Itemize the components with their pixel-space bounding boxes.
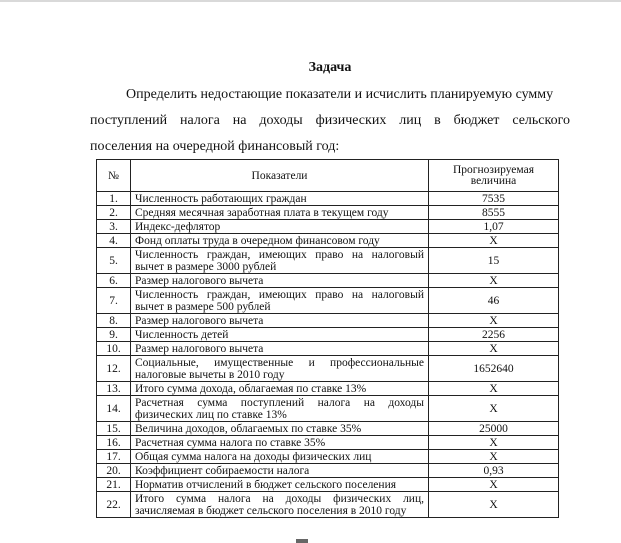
row-value: Х [429, 478, 559, 492]
header-number: № [97, 160, 131, 192]
row-indicator: Величина доходов, облагаемых по ставке 35% [131, 422, 429, 436]
task-line-2: поступлений налога на доходы физических лиц в бюджет сельского [90, 113, 570, 128]
row-indicator: Численность работающих граждан [131, 192, 429, 206]
row-indicator: Итого сумма дохода, облагаемая по ставке 13% [131, 382, 429, 396]
row-number: 10. [97, 342, 131, 356]
row-indicator: Численность детей [131, 328, 429, 342]
row-value: 7535 [429, 192, 559, 206]
row-number: 7. [97, 288, 131, 314]
row-value: Х [429, 396, 559, 422]
row-indicator: Фонд оплаты труда в очередном финансовом году [131, 234, 429, 248]
table-row [97, 478, 559, 492]
table-row [97, 220, 559, 234]
page-overflow-text-fragment [296, 539, 308, 543]
row-value: 15 [429, 248, 559, 274]
row-value: Х [429, 234, 559, 248]
row-value: 46 [429, 288, 559, 314]
table-row [97, 464, 559, 478]
row-indicator: Численность граждан, имеющих право на налоговый вычет в размере 3000 рублей [131, 248, 429, 274]
row-number: 17. [97, 450, 131, 464]
row-value: Х [429, 492, 559, 518]
row-value: 2256 [429, 328, 559, 342]
row-number: 15. [97, 422, 131, 436]
row-value: 1652640 [429, 356, 559, 382]
row-number: 16. [97, 436, 131, 450]
row-number: 9. [97, 328, 131, 342]
top-border [0, 0, 621, 2]
table-row [97, 288, 559, 314]
row-indicator: Размер налогового вычета [131, 274, 429, 288]
task-line-1: Определить недостающие показатели и исчислить планируемую сумму [126, 87, 554, 102]
row-indicator: Социальные, имущественные и профессиональные налоговые вычеты в 2010 году [131, 356, 429, 382]
row-number: 13. [97, 382, 131, 396]
row-indicator: Расчетная сумма поступлений налога на доходы физических лиц по ставке 13% [131, 396, 429, 422]
row-number: 20. [97, 464, 131, 478]
row-number: 3. [97, 220, 131, 234]
row-value: Х [429, 382, 559, 396]
row-number: 5. [97, 248, 131, 274]
row-number: 6. [97, 274, 131, 288]
row-value: Х [429, 436, 559, 450]
row-number: 22. [97, 492, 131, 518]
document-title: Задача [308, 60, 352, 75]
document-page [90, 58, 570, 160]
table-row [97, 450, 559, 464]
row-indicator: Размер налогового вычета [131, 342, 429, 356]
row-indicator: Норматив отчислений в бюджет сельского поселения [131, 478, 429, 492]
indicators-table [96, 159, 559, 518]
row-indicator: Индекс-дефлятор [131, 220, 429, 234]
row-number: 8. [97, 314, 131, 328]
row-number: 1. [97, 192, 131, 206]
table-row [97, 382, 559, 396]
table-row [97, 356, 559, 382]
task-line-3: поселения на очередной финансовый год: [90, 139, 340, 154]
row-value: 0,93 [429, 464, 559, 478]
table-row [97, 248, 559, 274]
table-row [97, 396, 559, 422]
header-forecast: Прогнозируемая величина [429, 160, 559, 192]
row-indicator: Коэффициент собираемости налога [131, 464, 429, 478]
row-value: Х [429, 274, 559, 288]
table-row [97, 192, 559, 206]
task-statement [90, 82, 570, 160]
row-value: Х [429, 450, 559, 464]
row-number: 4. [97, 234, 131, 248]
row-indicator: Средняя месячная заработная плата в текущем году [131, 206, 429, 220]
row-number: 2. [97, 206, 131, 220]
table-row [97, 492, 559, 518]
header-indicator: Показатели [131, 160, 429, 192]
row-number: 21. [97, 478, 131, 492]
row-value: Х [429, 314, 559, 328]
table-row [97, 274, 559, 288]
row-value: 1,07 [429, 220, 559, 234]
table-row [97, 436, 559, 450]
row-indicator: Численность граждан, имеющих право на налоговый вычет в размере 500 рублей [131, 288, 429, 314]
table-row [97, 234, 559, 248]
row-indicator: Размер налогового вычета [131, 314, 429, 328]
row-value: Х [429, 342, 559, 356]
row-number: 14. [97, 396, 131, 422]
table-row [97, 328, 559, 342]
row-value: 25000 [429, 422, 559, 436]
table-row [97, 342, 559, 356]
table-row [97, 314, 559, 328]
row-value: 8555 [429, 206, 559, 220]
table-row [97, 206, 559, 220]
row-indicator: Общая сумма налога на доходы физических лиц [131, 450, 429, 464]
table-row [97, 422, 559, 436]
row-number: 12. [97, 356, 131, 382]
row-indicator: Расчетная сумма налога по ставке 35% [131, 436, 429, 450]
row-indicator: Итого сумма налога на доходы физических лиц, зачисляемая в бюджет сельского поселения в 2010 году [131, 492, 429, 518]
table-header-row [97, 160, 559, 192]
